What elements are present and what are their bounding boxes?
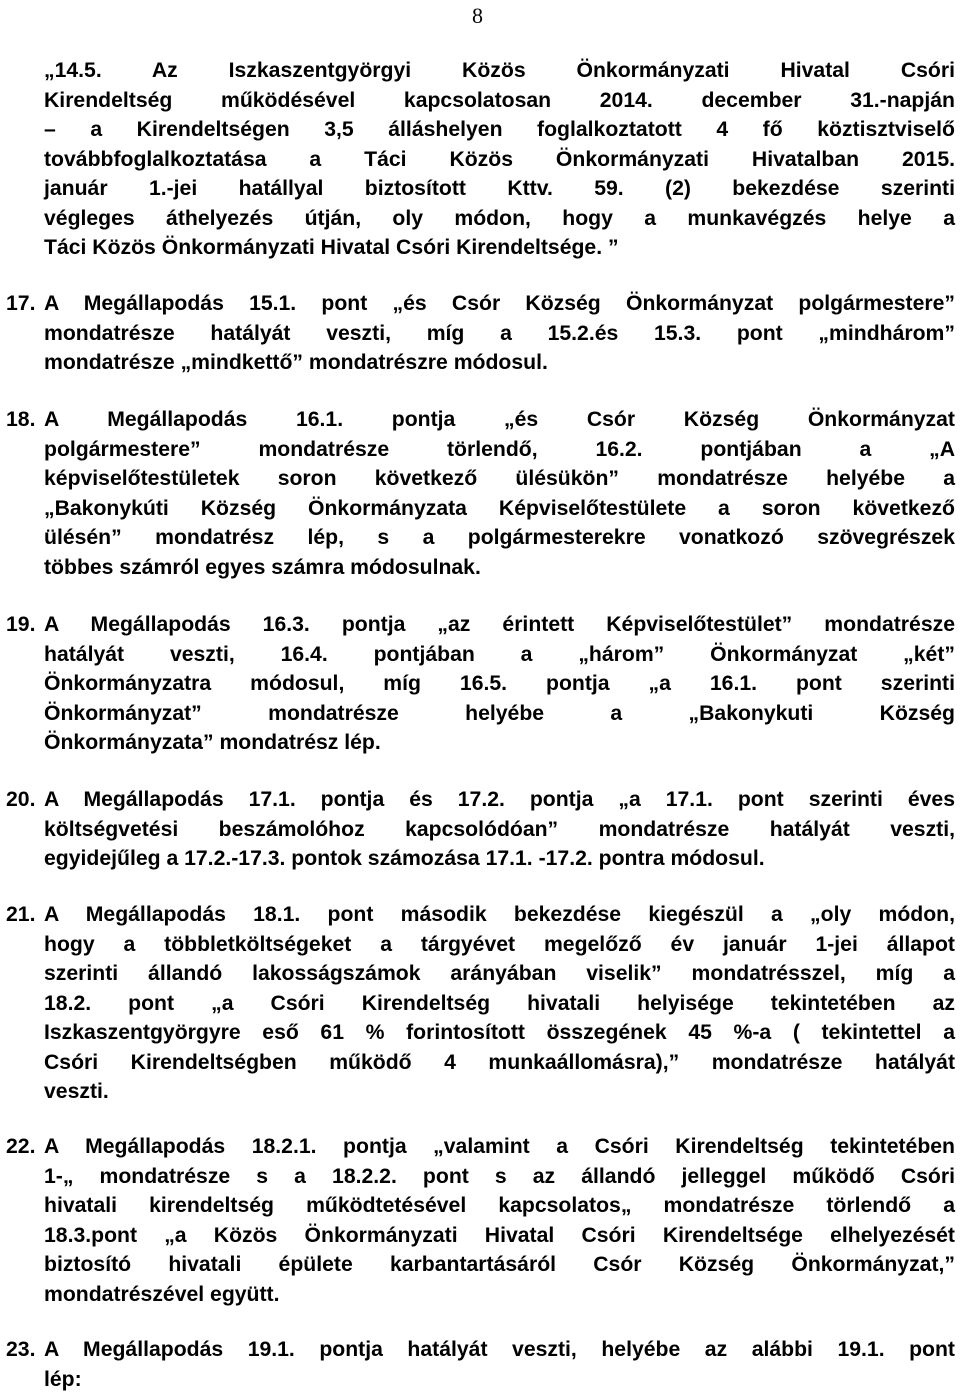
list-item-18 (0, 405, 960, 582)
text-line: Kirendeltség működésével kapcsolatosan 2014. december 31.-napján (44, 88, 955, 112)
text-line: mondatrésze hatályát veszti, míg a 15.2.és 15.3. pont „mindhárom” (44, 321, 955, 345)
text-line: Önkormányzatra módosul, míg 16.5. pontja „a 16.1. pont szerinti (44, 672, 955, 695)
text-line: képviselőtestületek soron következő ülésükön” mondatrésze helyébe a (44, 467, 955, 490)
text-line: egyidejűleg a 17.2.-17.3. pontok számozása 17.1. -17.2. pontra módosul. (44, 847, 765, 870)
text-line: végleges áthelyezés útján, oly módon, hogy a munkavégzés helye a (44, 206, 955, 230)
text-line: 19. A Megállapodás 16.3. pontja „az érintett Képviselőtestület” mondatrésze (0, 610, 960, 640)
text-line: ülésén” mondatrész lép, s a polgármesterekre vonatkozó szövegrészek (44, 526, 955, 549)
text-line: mondatrészével együtt. (44, 1282, 280, 1306)
list-item-21 (0, 900, 960, 1107)
text-line: polgármestere” mondatrésze törlendő, 16.2. pontjában a „A (44, 437, 955, 461)
text-line: 20. A Megállapodás 17.1. pontja és 17.2. pontja „a 17.1. pont szerinti éves (0, 785, 960, 815)
item-number: 19. (6, 613, 36, 636)
list-item-19 (0, 610, 960, 758)
text-line: továbbfoglalkoztatása a Táci Közös Önkormányzati Hivatalban 2015. (44, 147, 955, 171)
text-line: – a Kirendeltségen 3,5 álláshelyen foglalkoztatott 4 fő köztisztviselő (44, 118, 955, 141)
text-line: veszti. (44, 1080, 109, 1103)
text-line: 1-„ mondatrésze s a 18.2.2. pont s az állandó jelleggel működő Csóri (44, 1164, 955, 1188)
list-item-23 (0, 1335, 960, 1394)
text-line: Önkormányzat” mondatrésze helyébe a „Bakonykuti Község (44, 701, 955, 725)
text-line: lép: (44, 1367, 82, 1391)
paragraph-14-5 (0, 56, 960, 263)
text-line: január 1.-jei hatállyal biztosított Kttv. 59. (2) bekezdése szerinti (44, 177, 955, 200)
item-number: 20. (6, 788, 36, 811)
text-line: Csóri Kirendeltségben működő 4 munkaállomásra),” mondatrésze hatályát (44, 1050, 955, 1074)
item-number: 22. (6, 1135, 36, 1158)
text-line: Önkormányzata” mondatrész lép. (44, 731, 381, 754)
item-number: 18. (6, 408, 36, 431)
text-line: hivatali kirendeltség működtetésével kapcsolatos„ mondatrésze törlendő a (44, 1194, 955, 1217)
item-number: 17. (6, 292, 36, 315)
text-line: 18.2. pont „a Csóri Kirendeltség hivatali helyisége tekintetében az (44, 991, 955, 1015)
text-line: mondatrésze „mindkettő” mondatrészre módosul. (44, 351, 548, 374)
text-line: költségvetési beszámolóhoz kapcsolódóan” mondatrésze hatályát veszti, (44, 817, 955, 841)
text-line: 17. A Megállapodás 15.1. pont „és Csór Község Önkormányzat polgármestere” (0, 289, 960, 319)
text-line: 18. A Megállapodás 16.1. pontja „és Csór Község Önkormányzat (0, 405, 960, 435)
text-line: „Bakonykúti Község Önkormányzata Képviselőtestülete a soron következő (44, 496, 955, 520)
text-line: 23. A Megállapodás 19.1. pontja hatályát veszti, helyébe az alábbi 19.1. pont (0, 1335, 960, 1365)
text-line: hatályát veszti, 16.4. pontjában a „három” Önkormányzat „két” (44, 642, 955, 666)
text-line: 18.3.pont „a Közös Önkormányzati Hivatal Csóri Kirendeltsége elhelyezését (44, 1223, 955, 1247)
item-number: 21. (6, 903, 36, 926)
text-line: biztosító hivatali épülete karbantartásáról Csór Község Önkormányzat,” (44, 1253, 955, 1276)
text-line: hogy a többletköltségeket a tárgyévet megelőző év január 1-jei állapot (44, 932, 955, 956)
page-number: 8 (472, 3, 483, 28)
text-line: Iszkaszentgyörgyre eső 61 % forintosított összegének 45 %-a ( tekintettel a (44, 1021, 955, 1044)
list-item-22 (0, 1132, 960, 1309)
text-line: többes számról egyes számra módosulnak. (44, 555, 481, 579)
text-line: 22. A Megállapodás 18.2.1. pontja „valamint a Csóri Kirendeltség tekintetében (0, 1132, 960, 1162)
text-line: szerinti állandó lakosságszámok arányában viselik” mondatrésszel, míg a (44, 962, 955, 985)
list-item-17 (0, 289, 960, 378)
text-line: Táci Közös Önkormányzati Hivatal Csóri Kirendeltsége. ” (44, 236, 619, 259)
text-line: „14.5. Az Iszkaszentgyörgyi Közös Önkormányzati Hivatal Csóri (44, 59, 955, 82)
text-line: 21. A Megállapodás 18.1. pont második bekezdése kiegészül a „oly módon, (0, 900, 960, 930)
item-number: 23. (6, 1338, 36, 1361)
list-item-20 (0, 785, 960, 874)
